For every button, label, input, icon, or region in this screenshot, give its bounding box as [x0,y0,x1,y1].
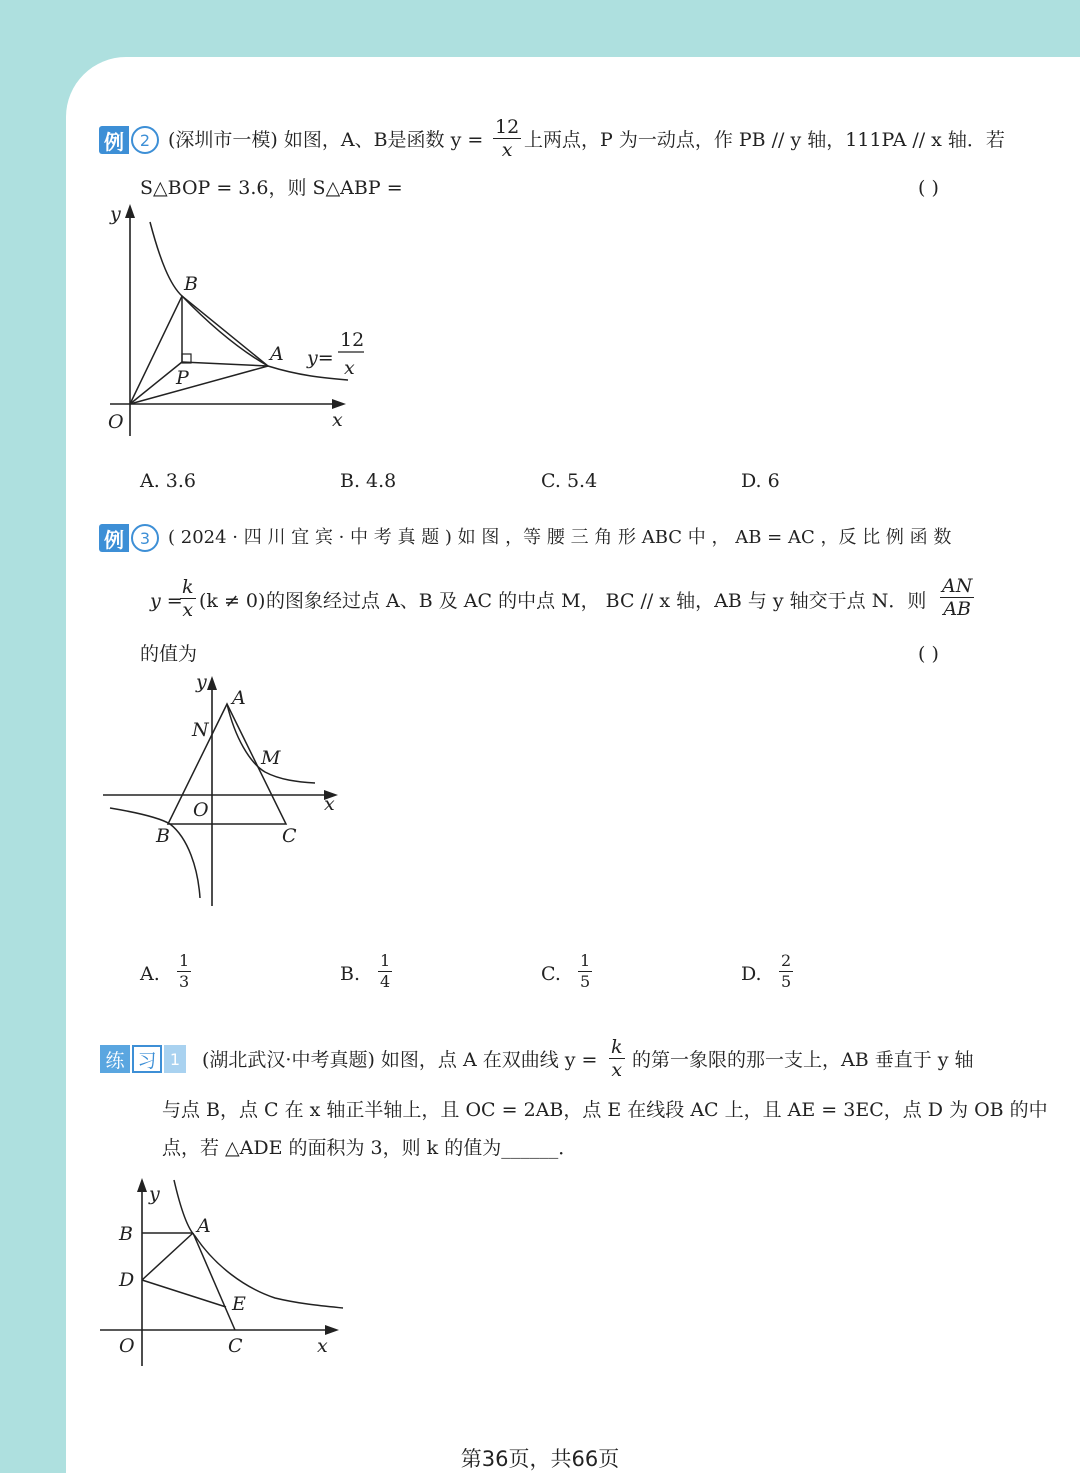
option-label: B. [340,963,361,985]
option-d-fraction [779,951,793,992]
label-o: O [119,1335,135,1357]
fraction-denominator: x [501,139,513,161]
y-axis-arrow [207,676,217,690]
label-o: O [108,411,124,433]
label-x: x [317,1335,328,1357]
example-2-badge [99,125,159,155]
example-3-figure [100,668,350,913]
fraction-numerator: k [182,576,194,598]
option-b-fraction [378,951,392,992]
fraction-denominator: 3 [179,972,190,991]
practice-1-badge [100,1044,186,1074]
example-3-text-line2: 的图象经过点 A、B 及 AC 的中点 M， BC // x 轴，AB 与 y 轴交于点 N．则 [266,590,927,612]
option-label: A. [140,963,160,985]
x-axis-arrow [332,399,346,409]
option-c-fraction [578,951,592,992]
y-axis-arrow [137,1178,147,1192]
label-y: y [196,671,207,693]
fraction-denominator: 5 [781,972,792,991]
curve-numerator: 12 [340,329,365,351]
curve-denominator: x [344,357,355,379]
fraction-numerator: 2 [781,951,792,970]
label-b: B [156,825,170,847]
label-a: A [270,343,284,365]
example-3-badge [99,523,159,553]
example-3-fraction [180,576,196,621]
label-y: y [149,1183,160,1205]
ratio-numerator: AN [942,575,973,597]
example-2-text-line1a: (深圳市一模) 如图，A、B是函数 y = [168,129,484,151]
example-badge-label: 例 [99,524,129,552]
option-label: D. [741,963,762,985]
label-a: A [197,1215,211,1237]
option-d [741,963,762,985]
example-3-condition: (k ≠ 0) [199,590,266,612]
fraction-numerator: 1 [580,951,591,970]
label-p: P [176,367,189,389]
fraction-denominator: x [611,1059,623,1081]
option-b: B. 4.8 [340,470,397,492]
page-footer: 第36页，共66页 [460,1447,620,1471]
fraction-numerator: k [611,1036,623,1058]
practice-1-text-line1a: (湖北武汉·中考真题) 如图，点 A 在双曲线 y = [202,1049,598,1071]
segment-de [142,1280,226,1307]
fraction-numerator: 1 [179,951,190,970]
segment-pa [182,362,268,366]
x-axis-arrow [325,1325,339,1335]
option-c: C. 5.4 [541,470,598,492]
practice-1-text-line3: 点，若 △ADE 的面积为 3，则 k 的值为______． [162,1137,578,1159]
label-o: O [193,799,209,821]
label-x: x [324,793,335,815]
fraction-denominator: 4 [380,972,391,991]
hyperbola-branch-1 [227,704,315,783]
example-3-text-line1: ( 2024 · 四 川 宜 宾 · 中 考 真 题 ) 如 图 ，等 腰 三 角 形 ABC 中 ， AB = AC ，反 比 例 函 数 [168,527,952,548]
option-a [140,963,160,985]
segment-op [130,362,182,404]
label-n: N [192,719,209,741]
ratio-denominator: AB [943,598,972,620]
practice-badge-number: 1 [164,1045,186,1073]
answer-paren: ( ) [918,177,939,199]
label-b: B [184,273,198,295]
label-e: E [232,1293,246,1315]
label-b: B [119,1223,133,1245]
label-c: C [282,825,297,847]
fraction-numerator: 12 [495,116,520,138]
label-m: M [261,747,281,769]
example-3-ratio [940,575,974,620]
example-badge-number: 3 [131,524,159,552]
example-badge-number: 2 [131,126,159,154]
label-d: D [119,1269,135,1291]
example-3-y-eq: y = [150,590,183,612]
curve-label: y= [307,347,334,369]
practice-badge-char1: 练 [100,1045,130,1073]
option-a: A. 3.6 [140,470,197,492]
option-b [340,963,360,985]
fraction-denominator: x [182,599,194,621]
practice-badge-char2: 习 [132,1045,162,1073]
y-axis-arrow [125,204,135,218]
example-2-text-line2: S△BOP = 3.6，则 S△ABP = [140,177,403,199]
example-2-text-line1b: 上两点，P 为一动点，作 PB // y 轴，111PA // x 轴．若 [524,129,1005,151]
label-y: y [110,203,121,225]
practice-1-fraction [609,1036,625,1081]
fraction-denominator: 5 [580,972,591,991]
practice-1-text-line1b: 的第一象限的那一支上，AB 垂直于 y 轴 [632,1049,974,1071]
segment-ac [193,1233,235,1330]
example-2-figure [100,200,380,440]
hyperbola-branch-3 [110,808,200,898]
fraction-numerator: 1 [380,951,391,970]
option-label: C. [541,963,561,985]
example-3-text-line3: 的值为 [140,643,198,665]
label-x: x [332,409,343,431]
label-a: A [232,687,246,709]
hyperbola-curve [174,1180,343,1308]
option-d: D. 6 [741,470,780,492]
option-a-fraction [177,951,191,992]
segment-da [142,1233,193,1280]
answer-paren: ( ) [918,643,939,665]
practice-1-text-line2: 与点 B，点 C 在 x 轴正半轴上，且 OC = 2AB，点 E 在线段 AC 上，且 AE = 3EC，点 D 为 OB 的中 [162,1099,1048,1121]
label-c: C [228,1335,243,1357]
practice-1-figure [95,1176,350,1371]
example-badge-label: 例 [99,126,129,154]
option-c [541,963,561,985]
example-2-fraction [493,116,521,161]
